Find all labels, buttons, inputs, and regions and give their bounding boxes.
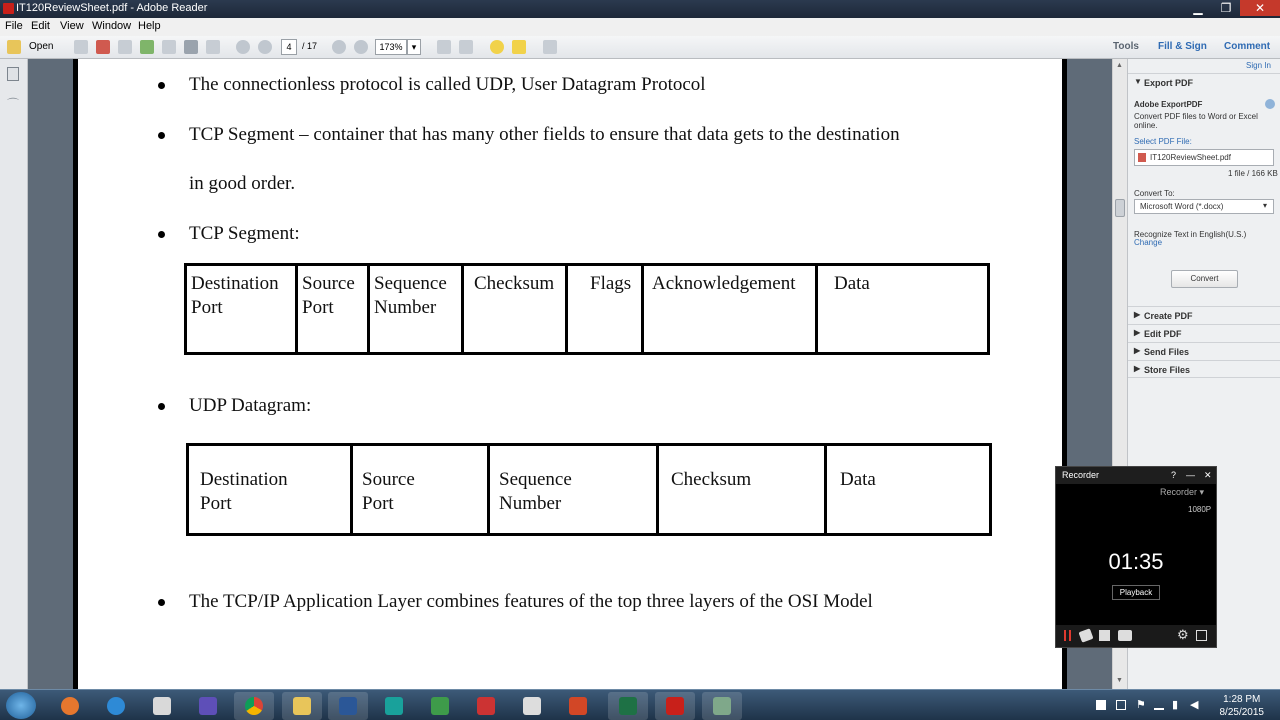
bullet-icon — [158, 82, 165, 89]
taskbar-maya[interactable] — [374, 692, 414, 720]
volume-icon[interactable]: ◀ — [1190, 699, 1199, 711]
taskbar-excel[interactable] — [608, 692, 648, 720]
quality-label: 1080P — [1188, 505, 1212, 514]
expanded-triangle-icon: ▼ — [1134, 77, 1142, 86]
bullet-icon — [158, 231, 165, 238]
pdf-file-field[interactable] — [1134, 149, 1274, 166]
convert-to-label: Convert To: — [1134, 189, 1175, 198]
taskbar-recorder[interactable] — [702, 692, 742, 720]
edit-icon[interactable] — [118, 40, 132, 54]
recorder-title: Recorder — [1062, 470, 1100, 480]
powerpoint-icon — [569, 697, 587, 715]
tools-link[interactable]: Tools — [1113, 41, 1139, 52]
page-total: / 17 — [302, 41, 318, 51]
firefox-icon — [61, 697, 79, 715]
table-cell: Sequence Number — [489, 445, 658, 535]
unity-icon — [523, 697, 541, 715]
recording-timer: 01:35 — [1108, 549, 1164, 574]
change-link[interactable]: Change — [1134, 238, 1163, 247]
bullet-text-udp: The connectionless protocol is called UDP, User Datagram Protocol — [189, 74, 706, 95]
taskbar-acrobat[interactable] — [655, 692, 695, 720]
next-page-icon[interactable] — [258, 40, 272, 54]
title-bar — [0, 0, 1280, 18]
adobe-reader-icon — [666, 697, 684, 715]
comment-link[interactable]: Comment — [1224, 41, 1271, 52]
pdf-page — [73, 59, 1067, 689]
bullet-text-application-layer: The TCP/IP Application Layer combines features of the top three layers of the OSI Model — [189, 591, 873, 612]
table-cell: Destination Port — [191, 273, 279, 318]
zoom-in-icon[interactable] — [354, 40, 368, 54]
table-row — [186, 265, 989, 354]
taskbar-word[interactable] — [328, 692, 368, 720]
minimize-icon[interactable]: — — [1186, 470, 1195, 480]
pdf-file-icon — [1138, 153, 1146, 162]
fullscreen-icon[interactable] — [543, 40, 557, 54]
recognize-text-label: Recognize Text in English(U.S.) — [1134, 230, 1247, 239]
table-cell: Source Port — [352, 445, 489, 535]
flag-icon[interactable]: ⚑ — [1136, 699, 1146, 711]
convert-to-value: Microsoft Word (*.docx) — [1140, 202, 1224, 211]
tray-icon[interactable] — [1116, 700, 1126, 710]
settings-icon[interactable] — [1265, 99, 1275, 109]
table-cell: Checksum — [658, 445, 826, 535]
bullet-icon — [158, 403, 165, 410]
fit-width-icon[interactable] — [459, 40, 473, 54]
scroll-up-icon[interactable]: ▲ — [1116, 62, 1123, 69]
taskbar-explorer[interactable] — [282, 692, 322, 720]
toolbar — [0, 36, 1280, 59]
chevron-down-icon: ▾ — [1263, 201, 1268, 210]
tag-icon[interactable] — [1078, 628, 1093, 642]
send-files-section[interactable] — [1128, 342, 1280, 360]
highlight-icon[interactable] — [512, 40, 526, 54]
collapsed-triangle-icon: ▶ — [1134, 310, 1141, 319]
table-cell: Acknowledgement — [643, 265, 817, 354]
service-title: Adobe ExportPDF — [1134, 100, 1203, 109]
taskbar-app[interactable] — [188, 692, 228, 720]
collapsed-triangle-icon: ▶ — [1134, 364, 1141, 373]
taskbar-snipping[interactable] — [466, 692, 506, 720]
bullet-text-tcp-segment-cont: in good order. — [189, 173, 296, 194]
comment-icon[interactable] — [490, 40, 504, 54]
open-button[interactable]: Open — [29, 41, 54, 52]
edit-pdf-label: Edit PDF — [1144, 329, 1182, 339]
create-pdf-label: Create PDF — [1144, 311, 1193, 321]
camera-icon[interactable] — [1118, 630, 1132, 641]
table-row — [188, 445, 991, 535]
zoom-dropdown[interactable]: ▾ — [407, 39, 421, 55]
clock-date: 8/25/2015 — [1219, 707, 1264, 718]
menu-edit[interactable]: Edit — [31, 20, 50, 32]
taskbar — [0, 689, 1280, 720]
taskbar-ie[interactable] — [96, 692, 136, 720]
edit-pdf-section[interactable] — [1128, 324, 1280, 342]
adobe-reader-icon — [3, 3, 14, 14]
app-icon — [431, 697, 449, 715]
navigation-pane — [0, 59, 28, 689]
network-icon[interactable]: ▮ — [1172, 699, 1179, 711]
chrome-icon — [245, 697, 263, 715]
page-thumbnails-icon[interactable] — [7, 67, 19, 81]
menu-view[interactable]: View — [60, 20, 84, 32]
menu-window[interactable]: Window — [92, 20, 132, 32]
bullet-icon — [158, 599, 165, 606]
infinity-icon — [199, 697, 217, 715]
maya-icon — [385, 697, 403, 715]
media-player-icon — [153, 697, 171, 715]
taskbar-unity[interactable] — [512, 692, 552, 720]
scroll-down-icon[interactable]: ▼ — [1116, 677, 1123, 684]
save-icon[interactable] — [162, 40, 176, 54]
taskbar-firefox[interactable] — [50, 692, 90, 720]
recorder-controls — [1056, 625, 1216, 647]
expand-icon[interactable] — [1196, 630, 1207, 641]
bullet-text-udp-heading: UDP Datagram: — [189, 395, 312, 416]
help-icon[interactable]: ? — [1171, 470, 1177, 480]
email-icon[interactable] — [206, 40, 220, 54]
bullet-text-tcp-segment: TCP Segment – container that has many other fields to ensure that data gets to the destination — [189, 124, 900, 145]
system-clock[interactable] — [1220, 693, 1265, 719]
bullet-text-tcp-heading: TCP Segment: — [189, 223, 300, 244]
scissors-icon — [477, 697, 495, 715]
attachment-icon[interactable]: ⌒ — [7, 97, 20, 111]
table-cell: Data — [826, 445, 991, 535]
export-pdf-label: Export PDF — [1144, 78, 1194, 88]
excel-icon — [619, 697, 637, 715]
udp-datagram-table — [186, 443, 992, 536]
menu-file[interactable]: File — [5, 20, 23, 32]
gear-icon[interactable]: ⚙ — [1177, 627, 1189, 642]
recorder-icon — [713, 697, 731, 715]
taskbar-app[interactable] — [420, 692, 460, 720]
upload-icon[interactable] — [140, 40, 154, 54]
close-button[interactable]: ✕ — [1240, 0, 1280, 16]
folder-icon — [293, 697, 311, 715]
export-pdf-header[interactable] — [1128, 73, 1280, 91]
menu-bar — [0, 18, 1280, 36]
store-files-label: Store Files — [1144, 365, 1191, 375]
table-cell: Flags — [567, 265, 643, 354]
maximize-button[interactable]: ❐ — [1220, 1, 1232, 15]
folder-icon[interactable] — [7, 40, 21, 54]
page-number-input[interactable]: 4 — [281, 39, 297, 55]
table-cell: Source Port — [297, 265, 369, 354]
stop-icon[interactable] — [1099, 630, 1110, 641]
taskbar-powerpoint[interactable] — [558, 692, 598, 720]
fit-page-icon[interactable] — [437, 40, 451, 54]
minimize-button[interactable]: ▁ — [1193, 1, 1203, 15]
convert-to-select[interactable] — [1134, 199, 1274, 214]
windows-flag-icon[interactable] — [1096, 700, 1106, 710]
zoom-out-icon[interactable] — [332, 40, 346, 54]
recorder-header — [1056, 467, 1216, 484]
print-icon[interactable] — [184, 40, 198, 54]
clock-time: 1:28 PM — [1223, 694, 1261, 705]
file-info: 1 file / 166 KB — [1228, 169, 1278, 178]
store-files-section[interactable] — [1128, 360, 1280, 378]
service-description: Convert PDF files to Word or Excel online. — [1134, 112, 1258, 130]
start-button[interactable] — [6, 692, 36, 719]
scrollbar-thumb[interactable] — [1115, 199, 1125, 217]
send-files-label: Send Files — [1144, 347, 1190, 357]
tcp-segment-table — [184, 263, 990, 355]
internet-explorer-icon — [107, 697, 125, 715]
convert-button[interactable]: Convert — [1171, 270, 1238, 288]
pdf-icon[interactable] — [96, 40, 110, 54]
taskbar-chrome[interactable] — [234, 692, 274, 720]
prev-page-icon[interactable] — [236, 40, 250, 54]
recorder-source-select[interactable]: Recorder ▾ — [1160, 487, 1205, 497]
collapsed-triangle-icon: ▶ — [1134, 346, 1141, 355]
fill-sign-link[interactable]: Fill & Sign — [1158, 41, 1207, 52]
zoom-input[interactable]: 173% — [375, 39, 407, 55]
sign-in-link[interactable]: Sign In — [1246, 61, 1271, 70]
collapsed-triangle-icon: ▶ — [1134, 328, 1141, 337]
network-icon[interactable] — [1154, 700, 1164, 710]
pause-icon[interactable] — [1064, 630, 1071, 641]
create-pdf-section[interactable] — [1128, 306, 1280, 324]
recorder-window — [1055, 466, 1217, 648]
create-icon[interactable] — [74, 40, 88, 54]
table-cell: Destination Port — [200, 469, 288, 514]
table-cell: Data — [817, 265, 989, 354]
bullet-icon — [158, 132, 165, 139]
table-cell: Sequence Number — [369, 265, 463, 354]
file-name: IT120ReviewSheet.pdf — [1150, 153, 1231, 162]
menu-help[interactable]: Help — [138, 20, 161, 32]
document-area — [29, 59, 1112, 689]
table-cell: Checksum — [463, 265, 567, 354]
word-icon — [339, 697, 357, 715]
window-title: IT120ReviewSheet.pdf - Adobe Reader — [16, 2, 208, 14]
taskbar-media[interactable] — [142, 692, 182, 720]
playback-button[interactable]: Playback — [1112, 585, 1160, 600]
select-pdf-label: Select PDF File: — [1134, 137, 1192, 146]
close-icon[interactable]: ✕ — [1204, 470, 1212, 480]
